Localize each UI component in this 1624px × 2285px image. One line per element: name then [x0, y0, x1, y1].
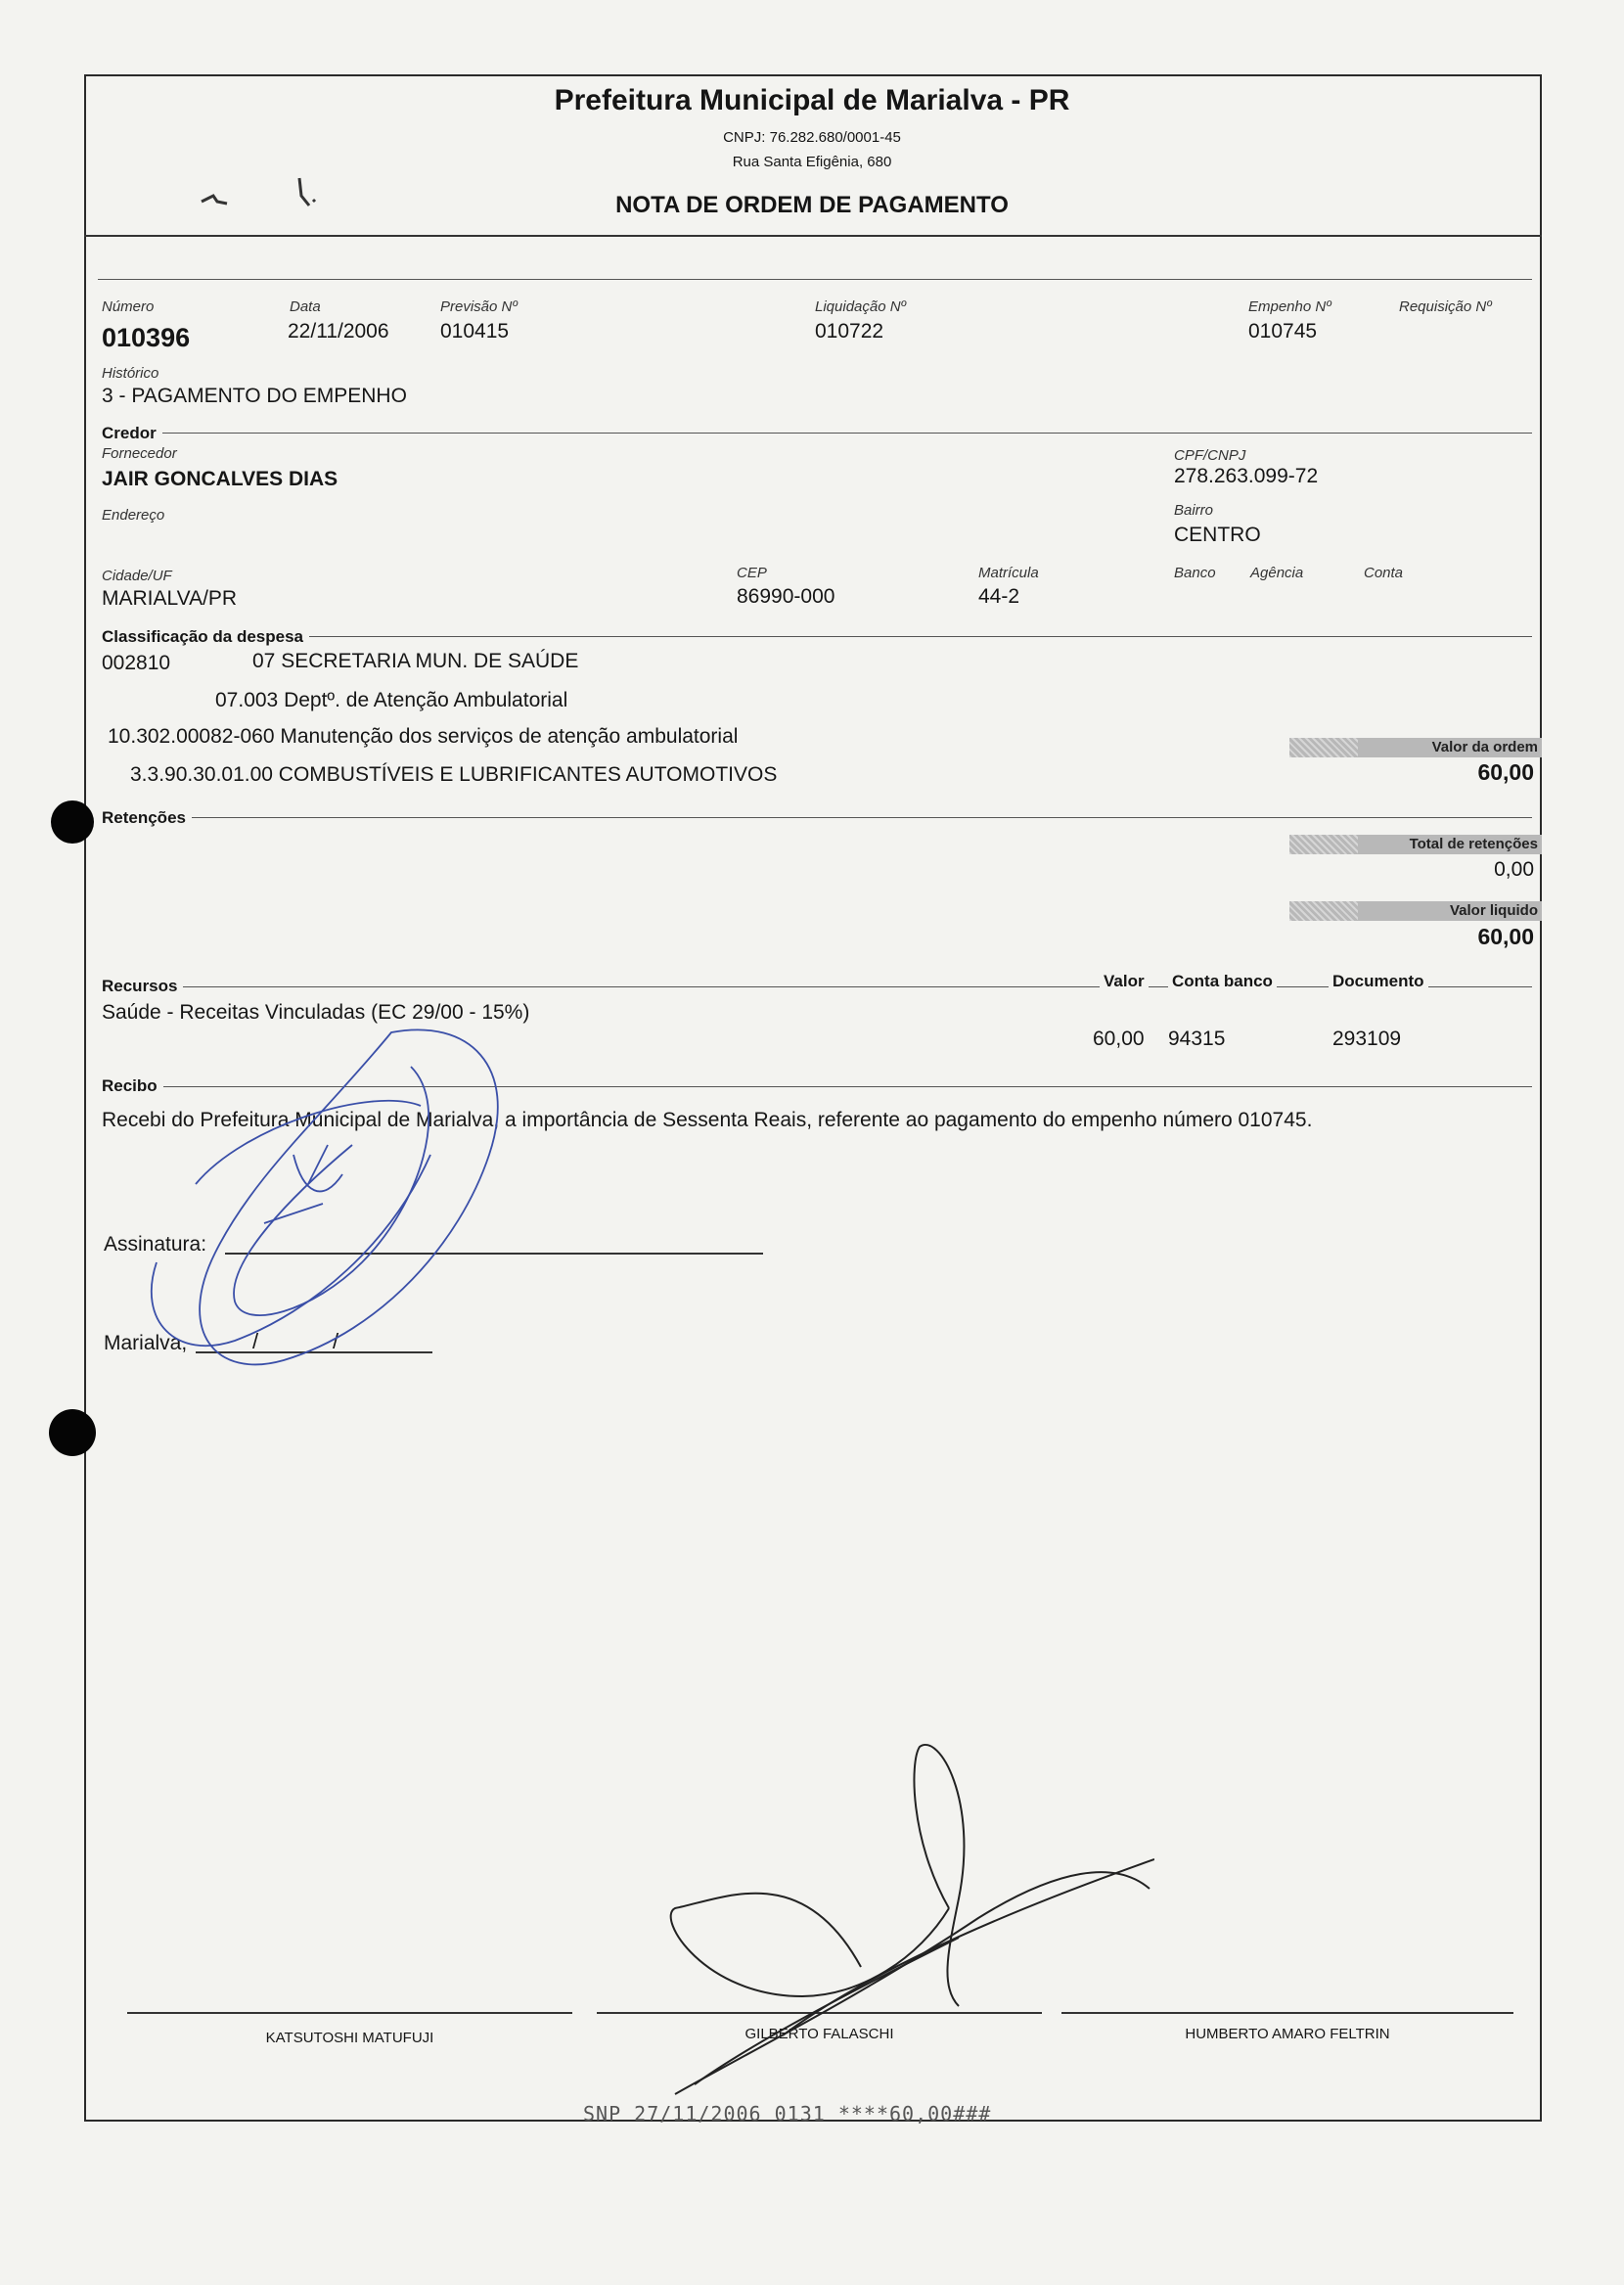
signatory-left: KATSUTOSHI MATUFUJI	[265, 2030, 434, 2046]
historico-value: 3 - PAGAMENTO DO EMPENHO	[102, 385, 407, 407]
recursos-valor-header: Valor	[1100, 972, 1149, 991]
hole-punch-bottom	[49, 1409, 96, 1456]
numero-value: 010396	[102, 323, 191, 352]
classificacao-heading: Classificação da despesa	[102, 627, 309, 647]
cep-value: 86990-000	[737, 585, 835, 608]
recursos-valor: 60,00	[1093, 1028, 1145, 1050]
banco-label: Banco	[1174, 565, 1216, 581]
programa-text: 10.302.00082-060 Manutenção dos serviços de atenção ambulatorial	[108, 725, 739, 748]
credor-divider	[102, 433, 1532, 434]
elemento-text: 3.3.90.30.01.00 COMBUSTÍVEIS E LUBRIFICANTES AUTOMOTIVOS	[130, 763, 778, 786]
liquidacao-label: Liquidação Nº	[815, 298, 907, 315]
retencoes-divider	[102, 817, 1532, 818]
recursos-descricao: Saúde - Receitas Vinculadas (EC 29/00 - 15%)	[102, 1001, 530, 1024]
empenho-label: Empenho Nº	[1248, 298, 1331, 315]
unidade-text: 07.003 Deptº. de Atenção Ambulatorial	[215, 689, 568, 711]
logo-mark	[192, 174, 348, 213]
bank-stamp: SNP 27/11/2006 0131 ****60,00###	[583, 2102, 992, 2125]
recibo-heading: Recibo	[102, 1076, 163, 1096]
date-slash-1: /	[252, 1329, 259, 1353]
bairro-label: Bairro	[1174, 502, 1214, 519]
numero-label: Número	[102, 298, 155, 315]
recursos-conta-header: Conta banco	[1168, 972, 1277, 991]
cpf-value: 278.263.099-72	[1174, 465, 1319, 487]
endereco-label: Endereço	[102, 507, 165, 524]
valor-liquido-label: Valor liquido	[1289, 901, 1542, 921]
recibo-text: Recebi do Prefeitura Municipal de Marialva, a importância de Sessenta Reais, referente ao pagamento do empenho número 010745.	[102, 1109, 1313, 1131]
handwritten-signature-recibo	[98, 1008, 548, 1390]
recursos-divider	[102, 986, 1532, 987]
recursos-documento: 293109	[1332, 1028, 1402, 1050]
previsao-value: 010415	[440, 320, 510, 343]
address-text: Rua Santa Efigênia, 680	[732, 154, 892, 170]
signatory-right: HUMBERTO AMARO FELTRIN	[1185, 2026, 1390, 2042]
valor-liquido-value: 60,00	[1477, 924, 1534, 949]
matricula-label: Matrícula	[978, 565, 1039, 581]
orgao-text: 07 SECRETARIA MUN. DE SAÚDE	[252, 650, 579, 672]
liquidacao-value: 010722	[815, 320, 884, 343]
handwritten-signature-middle	[665, 1742, 1154, 2133]
classificacao-code: 002810	[102, 652, 171, 674]
page-title: Prefeitura Municipal de Marialva - PR	[554, 84, 1070, 116]
hole-punch-top	[51, 800, 94, 844]
recursos-conta: 94315	[1168, 1028, 1226, 1050]
classificacao-divider	[102, 636, 1532, 637]
local-data-label: Marialva,	[104, 1332, 188, 1354]
historico-label: Histórico	[102, 365, 159, 382]
total-retencoes-label: Total de retenções	[1289, 835, 1542, 854]
recursos-heading: Recursos	[102, 977, 183, 996]
fornecedor-value: JAIR GONCALVES DIAS	[102, 468, 338, 490]
retencoes-heading: Retenções	[102, 808, 192, 828]
cnpj-text: CNPJ: 76.282.680/0001-45	[723, 129, 901, 146]
cep-label: CEP	[737, 565, 767, 581]
previsao-label: Previsão Nº	[440, 298, 518, 315]
fornecedor-label: Fornecedor	[102, 445, 177, 462]
document-title: NOTA DE ORDEM DE PAGAMENTO	[615, 192, 1009, 218]
requisicao-label: Requisição Nº	[1399, 298, 1492, 315]
cpf-label: CPF/CNPJ	[1174, 447, 1246, 464]
signatory-middle: GILBERTO FALASCHI	[744, 2026, 894, 2042]
empenho-value: 010745	[1248, 320, 1318, 343]
header-divider	[84, 235, 1542, 237]
recursos-documento-header: Documento	[1329, 972, 1428, 991]
cidade-label: Cidade/UF	[102, 568, 172, 584]
credor-heading: Credor	[102, 424, 162, 443]
total-retencoes-value: 0,00	[1494, 858, 1534, 881]
cidade-value: MARIALVA/PR	[102, 587, 238, 610]
valor-ordem-label: Valor da ordem	[1289, 738, 1542, 757]
assinatura-label: Assinatura:	[104, 1233, 207, 1256]
date-slash-2: /	[333, 1329, 339, 1353]
conta-label: Conta	[1364, 565, 1404, 581]
bairro-value: CENTRO	[1174, 524, 1261, 546]
data-label: Data	[290, 298, 321, 315]
valor-ordem-value: 60,00	[1477, 759, 1534, 785]
signature-line-left	[127, 2012, 572, 2014]
agencia-label: Agência	[1250, 565, 1304, 581]
data-value: 22/11/2006	[288, 320, 389, 343]
fields-top-line	[98, 279, 1532, 280]
matricula-value: 44-2	[978, 585, 1020, 608]
